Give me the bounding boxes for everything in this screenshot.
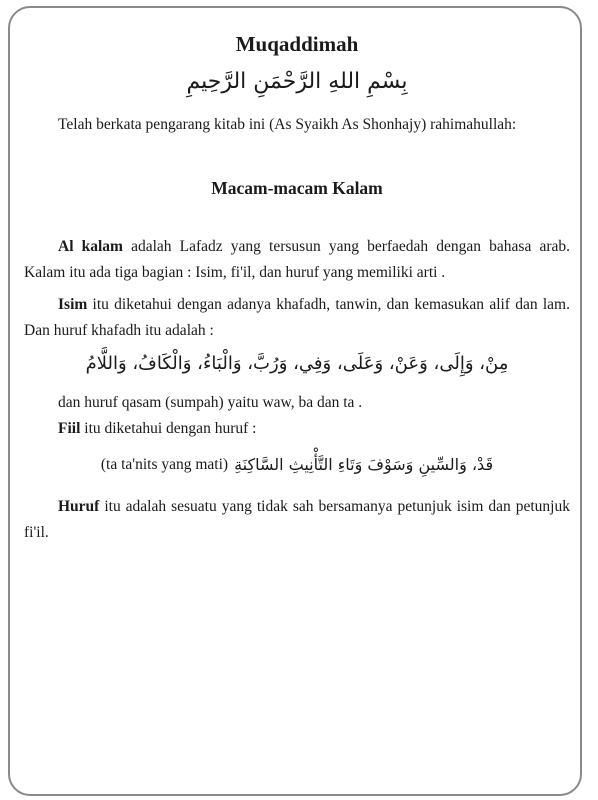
- kalam-paragraph: [24, 234, 570, 286]
- isim-paragraph: [24, 292, 570, 344]
- intro-paragraph: Telah berkata pengarang kitab ini (As Syaikh As Shonhajy) rahimahullah:: [58, 116, 517, 133]
- huruf-paragraph: [24, 494, 570, 546]
- kalam-term: Al kalam: [58, 238, 123, 255]
- fiil-term: Fiil: [58, 420, 81, 437]
- section-title: Macam-macam Kalam: [211, 178, 383, 198]
- huruf-term: Huruf: [58, 498, 100, 515]
- page-title: Muqaddimah: [235, 32, 359, 56]
- isim-term: Isim: [58, 296, 88, 313]
- fiil-note: (ta ta'nits yang mati): [100, 456, 229, 473]
- document-content: [24, 30, 570, 546]
- qasam-paragraph: dan huruf qasam (sumpah) yaitu waw, ba dan ta .: [58, 394, 363, 411]
- fiil-paragraph: [24, 416, 570, 442]
- huruf-text: itu adalah sesuatu yang tidak sah bersamanya petunjuk isim dan petunjuk fi'il.: [24, 498, 570, 541]
- fiil-arabic: قَدْ، وَالسِّينِ وَسَوْفَ وَتَاءِ التَّأْنِيثِ السَّاكِنَةِ: [234, 455, 494, 474]
- fiil-text: itu diketahui dengan huruf :: [80, 420, 257, 437]
- basmalah: بِسْمِ اللهِ الرَّحْمَنِ الرَّحِيمِ: [186, 69, 408, 94]
- kalam-text: adalah Lafadz yang tersusun yang berfaedah dengan bahasa arab. Kalam itu ada tiga bagian : Isim, fi'il, dan huruf yang memiliki arti .: [24, 238, 571, 281]
- fiil-letters-row: [24, 448, 570, 482]
- isim-text: itu diketahui dengan adanya khafadh, tanwin, dan kemasukan alif dan lam. Dan huruf khafadh itu adalah :: [24, 296, 570, 339]
- khafadh-letters: مِنْ، وَإِلَى، وَعَنْ، وَعَلَى، وَفِي، وَرُبَّ، وَالْبَاءُ، وَالْكَافُ، وَاللَّامُ: [85, 353, 509, 374]
